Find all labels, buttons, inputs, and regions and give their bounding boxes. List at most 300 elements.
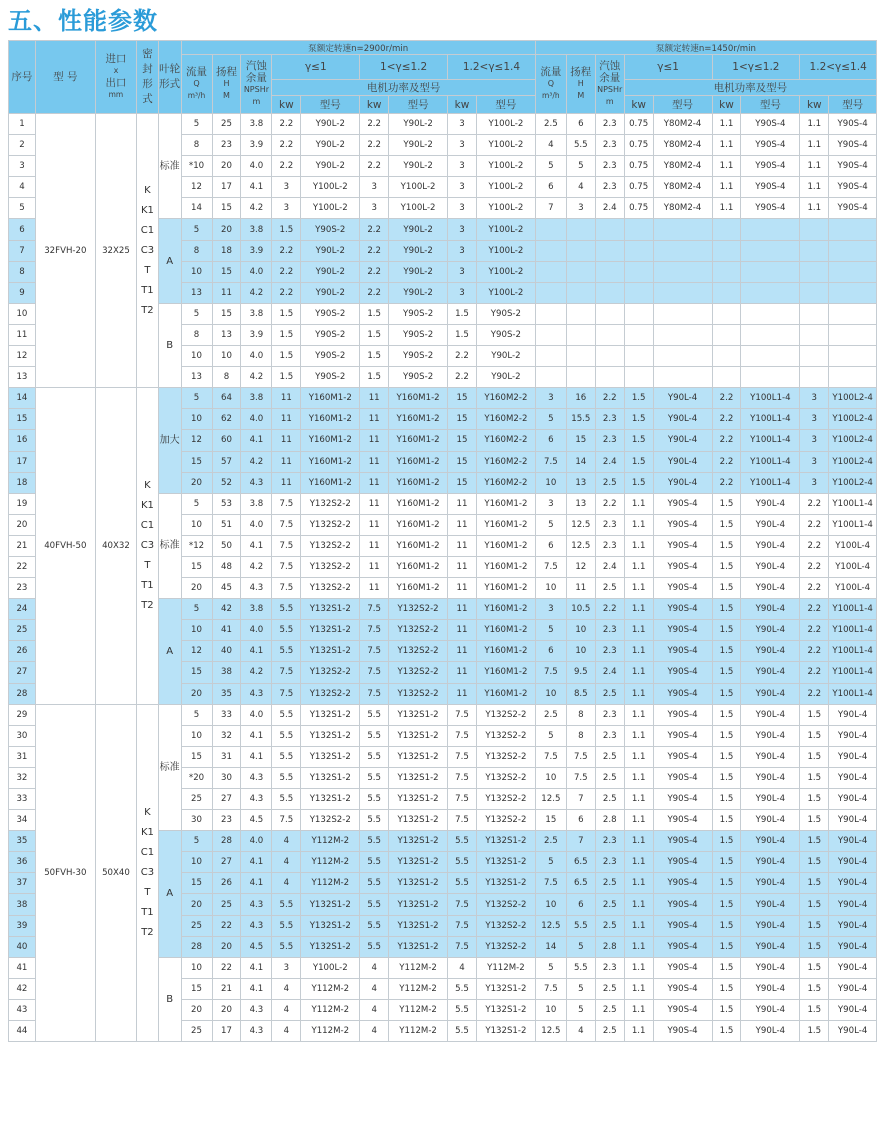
- cell: 1.5: [712, 936, 741, 957]
- cell: Y90L-4: [741, 662, 800, 683]
- cell: 10: [181, 261, 212, 282]
- motor-model-header: 型号: [653, 96, 712, 114]
- cell: 5.5: [272, 915, 301, 936]
- cell: 2.5: [595, 683, 624, 704]
- cell: [624, 324, 653, 345]
- cell-serial: 4: [9, 177, 36, 198]
- motor-model-header: 型号: [476, 96, 535, 114]
- cell: Y90S-2: [389, 324, 448, 345]
- cell: 11: [448, 641, 477, 662]
- cell: 1.1: [624, 599, 653, 620]
- cell: 5: [566, 156, 595, 177]
- cell: Y160M1-2: [389, 388, 448, 409]
- cell: Y132S2-2: [389, 599, 448, 620]
- cell: 10: [181, 346, 212, 367]
- cell: 1.5: [624, 388, 653, 409]
- cell-serial: 22: [9, 556, 36, 577]
- cell: Y160M1-2: [301, 409, 360, 430]
- cell: 4.5: [241, 810, 272, 831]
- cell: 2.2: [712, 430, 741, 451]
- cell: 0.75: [624, 114, 653, 135]
- cell: Y132S1-2: [301, 620, 360, 641]
- cell: 11: [272, 472, 301, 493]
- cell: 12: [181, 177, 212, 198]
- cell: [712, 282, 741, 303]
- cell: 4: [360, 999, 389, 1020]
- cell: 4: [272, 831, 301, 852]
- cell: 21: [212, 978, 241, 999]
- cell: 2.3: [595, 114, 624, 135]
- cell: 1.1: [712, 114, 741, 135]
- cell: Y112M-2: [389, 957, 448, 978]
- cell: 5: [181, 704, 212, 725]
- seal-code: T: [144, 886, 151, 898]
- cell: 7.5: [535, 662, 566, 683]
- cell: Y132S2-2: [476, 936, 535, 957]
- cell: Y132S2-2: [301, 493, 360, 514]
- cell: Y132S2-2: [301, 810, 360, 831]
- cell: 11: [448, 620, 477, 641]
- cell: 27: [212, 852, 241, 873]
- cell: Y90L-4: [741, 831, 800, 852]
- cell: 4: [360, 957, 389, 978]
- cell: Y132S2-2: [301, 514, 360, 535]
- cell-serial: 38: [9, 894, 36, 915]
- cell: Y100L2-4: [829, 430, 877, 451]
- cell: 1.5: [712, 999, 741, 1020]
- col-port: 进口 x 出口 mm: [95, 41, 136, 114]
- cell: Y90S-2: [301, 324, 360, 345]
- cell: 5: [535, 620, 566, 641]
- cell: 1.1: [624, 810, 653, 831]
- cell: 3: [448, 240, 477, 261]
- cell: 48: [212, 556, 241, 577]
- cell: 1.1: [624, 767, 653, 788]
- table-header: [9, 41, 877, 114]
- cell: Y90L-2: [301, 114, 360, 135]
- cell: 11: [360, 514, 389, 535]
- cell: 22: [212, 957, 241, 978]
- cell: 5.5: [360, 789, 389, 810]
- cell: [712, 219, 741, 240]
- cell-serial: 25: [9, 620, 36, 641]
- cell-serial: 31: [9, 746, 36, 767]
- cell: 11: [360, 472, 389, 493]
- cell: 5.5: [360, 767, 389, 788]
- cell: Y90S-4: [653, 789, 712, 810]
- cell: 2.2: [595, 599, 624, 620]
- cell: 1.1: [624, 999, 653, 1020]
- cell: 5.5: [448, 831, 477, 852]
- kw-header: kw: [712, 96, 741, 114]
- cell: 2.2: [800, 493, 829, 514]
- cell: 2.4: [595, 556, 624, 577]
- cell: 2.3: [595, 177, 624, 198]
- cell-serial: 5: [9, 198, 36, 219]
- cell: 13: [566, 472, 595, 493]
- cell: 7.5: [272, 662, 301, 683]
- cell: 4.0: [241, 346, 272, 367]
- cell: [829, 324, 877, 345]
- cell: 2.2: [800, 683, 829, 704]
- cell-serial: 11: [9, 324, 36, 345]
- col-npsh-2900: 汽蚀 余量 NPSHr m: [241, 55, 272, 114]
- cell: [712, 240, 741, 261]
- cell: Y100L2-4: [829, 451, 877, 472]
- cell: [566, 367, 595, 388]
- cell: 6: [535, 430, 566, 451]
- cell: 20: [181, 683, 212, 704]
- cell: Y90L-4: [741, 1021, 800, 1042]
- cell: 10: [535, 683, 566, 704]
- cell: Y160M2-2: [476, 388, 535, 409]
- cell: 1.1: [624, 936, 653, 957]
- cell: 0.75: [624, 135, 653, 156]
- cell: 1.1: [712, 198, 741, 219]
- motor-model-header: 型号: [829, 96, 877, 114]
- cell: Y160M1-2: [476, 514, 535, 535]
- cell: 4.1: [241, 873, 272, 894]
- col-flow-2900: 流量 Q m³/h: [181, 55, 212, 114]
- cell: [653, 346, 712, 367]
- impeller-cell: A: [158, 831, 181, 958]
- cell: 4.0: [241, 409, 272, 430]
- cell: Y90L-4: [741, 514, 800, 535]
- cell: Y90S-4: [829, 156, 877, 177]
- cell: 1.5: [448, 324, 477, 345]
- cell: 1.5: [712, 620, 741, 641]
- cell: 2.3: [595, 620, 624, 641]
- cell: Y132S2-2: [301, 683, 360, 704]
- seal-cell: [137, 704, 159, 1042]
- cell: [535, 240, 566, 261]
- cell: 3: [448, 261, 477, 282]
- motor-model-header: 型号: [389, 96, 448, 114]
- seal-code: K1: [140, 204, 154, 216]
- cell: 2.5: [595, 894, 624, 915]
- cell: 4.0: [241, 831, 272, 852]
- cell: [800, 367, 829, 388]
- cell: 7.5: [272, 514, 301, 535]
- cell: 13: [181, 367, 212, 388]
- cell: 20: [181, 472, 212, 493]
- cell: 10: [535, 472, 566, 493]
- cell: 20: [212, 219, 241, 240]
- cell-serial: 2: [9, 135, 36, 156]
- cell: 7.5: [535, 978, 566, 999]
- cell: 5: [535, 957, 566, 978]
- cell: 2.3: [595, 430, 624, 451]
- cell: Y90S-2: [476, 324, 535, 345]
- cell: 20: [181, 999, 212, 1020]
- cell: Y132S2-2: [301, 556, 360, 577]
- cell: Y100L1-4: [741, 472, 800, 493]
- cell: [653, 240, 712, 261]
- cell: Y100L1-4: [741, 409, 800, 430]
- cell: Y90L-4: [653, 388, 712, 409]
- cell: [566, 303, 595, 324]
- cell: 1.5: [800, 936, 829, 957]
- cell: 1.5: [272, 303, 301, 324]
- cell: Y132S2-2: [476, 746, 535, 767]
- cell-serial: 35: [9, 831, 36, 852]
- cell: 4: [272, 978, 301, 999]
- cell: Y90L-4: [741, 599, 800, 620]
- cell: 2.2: [360, 219, 389, 240]
- cell: 3: [448, 282, 477, 303]
- cell: Y90S-4: [741, 198, 800, 219]
- cell: Y80M2-4: [653, 114, 712, 135]
- cell: 64: [212, 388, 241, 409]
- cell: 4: [448, 957, 477, 978]
- cell: [624, 261, 653, 282]
- cell: Y112M-2: [389, 999, 448, 1020]
- cell: 5.5: [360, 704, 389, 725]
- cell: 6.5: [566, 873, 595, 894]
- cell: Y90L-4: [741, 578, 800, 599]
- cell: 1.5: [712, 831, 741, 852]
- col-head-1450: 扬程 H M: [566, 55, 595, 114]
- cell: Y90L-4: [829, 767, 877, 788]
- cell: 15: [448, 388, 477, 409]
- model-cell: 40FVH-50: [35, 388, 95, 704]
- cell: 2.5: [595, 767, 624, 788]
- cell: 15: [181, 451, 212, 472]
- cell: 42: [212, 599, 241, 620]
- cell-serial: 21: [9, 535, 36, 556]
- cell: 2.2: [800, 620, 829, 641]
- cell: 1.1: [624, 556, 653, 577]
- cell: 2.3: [595, 641, 624, 662]
- cell: 11: [448, 514, 477, 535]
- seal-code: K: [144, 479, 151, 491]
- cell: 62: [212, 409, 241, 430]
- cell: 28: [181, 936, 212, 957]
- cell: 3: [566, 198, 595, 219]
- cell-serial: 32: [9, 767, 36, 788]
- impeller-cell: 标准: [158, 114, 181, 219]
- cell: 1.1: [624, 535, 653, 556]
- cell: Y132S1-2: [301, 894, 360, 915]
- cell: Y112M-2: [301, 852, 360, 873]
- cell: Y100L-4: [829, 556, 877, 577]
- col-xuhao: 序号: [9, 41, 36, 114]
- gamma2-1450: 1<γ≤1.2: [712, 55, 800, 80]
- cell: 4: [272, 999, 301, 1020]
- cell: Y160M1-2: [301, 451, 360, 472]
- cell: 2.2: [712, 388, 741, 409]
- cell: 7.5: [360, 662, 389, 683]
- cell: 6: [535, 177, 566, 198]
- cell-serial: 27: [9, 662, 36, 683]
- impeller-cell: 加大: [158, 388, 181, 493]
- cell: Y90L-4: [741, 767, 800, 788]
- cell: 27: [212, 789, 241, 810]
- cell: Y90S-4: [653, 915, 712, 936]
- cell: 18: [212, 240, 241, 261]
- cell: 5.5: [448, 999, 477, 1020]
- cell: 11: [566, 578, 595, 599]
- impeller-cell: A: [158, 599, 181, 704]
- cell: Y90L-4: [741, 493, 800, 514]
- model-cell: 50FVH-30: [35, 704, 95, 1042]
- cell: Y132S2-2: [476, 789, 535, 810]
- cell: 1.5: [624, 451, 653, 472]
- cell: 33: [212, 704, 241, 725]
- cell: Y90L-4: [829, 894, 877, 915]
- seal-code: T: [144, 264, 151, 276]
- cell: 2.2: [712, 451, 741, 472]
- cell: 3: [360, 177, 389, 198]
- cell: [741, 282, 800, 303]
- cell: 41: [212, 620, 241, 641]
- impeller-cell: B: [158, 957, 181, 1041]
- cell: Y90L-4: [741, 620, 800, 641]
- cell: 1.5: [800, 746, 829, 767]
- cell: 5.5: [272, 789, 301, 810]
- cell: 2.3: [595, 957, 624, 978]
- cell: 2.2: [360, 135, 389, 156]
- cell: [741, 303, 800, 324]
- cell: 7.5: [272, 535, 301, 556]
- cell: 6.5: [566, 852, 595, 873]
- cell: 1.5: [360, 346, 389, 367]
- cell: 1.1: [624, 704, 653, 725]
- kw-header: kw: [272, 96, 301, 114]
- cell: [653, 324, 712, 345]
- cell: Y90L-4: [653, 472, 712, 493]
- cell: Y90S-2: [389, 303, 448, 324]
- cell: 7: [566, 789, 595, 810]
- cell: 1.1: [624, 746, 653, 767]
- cell: Y90L-4: [829, 936, 877, 957]
- cell: 3: [800, 451, 829, 472]
- cell: Y90L-4: [829, 957, 877, 978]
- cell: 3.9: [241, 240, 272, 261]
- cell: 1.5: [272, 367, 301, 388]
- cell: 1.1: [624, 873, 653, 894]
- cell: 2.3: [595, 156, 624, 177]
- cell: Y132S1-2: [301, 725, 360, 746]
- kw-header: kw: [360, 96, 389, 114]
- cell: Y100L-2: [389, 177, 448, 198]
- cell: 7: [535, 198, 566, 219]
- cell: [800, 346, 829, 367]
- cell: 11: [272, 409, 301, 430]
- cell: Y100L-2: [476, 219, 535, 240]
- cell: 5.5: [272, 599, 301, 620]
- cell: 5: [181, 114, 212, 135]
- cell: 4.3: [241, 999, 272, 1020]
- cell: Y132S1-2: [476, 999, 535, 1020]
- cell: 3.8: [241, 388, 272, 409]
- cell: 20: [181, 578, 212, 599]
- cell: 1.5: [712, 957, 741, 978]
- cell: 2.3: [595, 135, 624, 156]
- cell: Y132S1-2: [389, 873, 448, 894]
- cell: 10: [181, 620, 212, 641]
- cell: Y100L1-4: [741, 451, 800, 472]
- col-seal: 密封形式: [137, 41, 159, 114]
- cell: 15: [448, 472, 477, 493]
- cell: 7.5: [448, 725, 477, 746]
- cell: 7: [566, 831, 595, 852]
- cell: 15: [566, 430, 595, 451]
- cell-serial: 40: [9, 936, 36, 957]
- cell: 5: [181, 219, 212, 240]
- cell: Y132S2-2: [476, 767, 535, 788]
- cell: 7.5: [535, 451, 566, 472]
- cell: 2.5: [535, 704, 566, 725]
- cell: 1.1: [624, 641, 653, 662]
- cell: 12.5: [566, 514, 595, 535]
- cell: 17: [212, 177, 241, 198]
- cell: Y90L-4: [741, 873, 800, 894]
- cell: 1.5: [712, 978, 741, 999]
- cell: 6: [535, 535, 566, 556]
- seal-code: C3: [140, 244, 155, 256]
- cell: 1.5: [624, 430, 653, 451]
- cell: Y90L-2: [476, 346, 535, 367]
- cell-serial: 13: [9, 367, 36, 388]
- cell: 22: [212, 915, 241, 936]
- cell: 4: [566, 177, 595, 198]
- cell: 2.5: [595, 789, 624, 810]
- cell: 53: [212, 493, 241, 514]
- cell: 2.4: [595, 451, 624, 472]
- cell: 1.1: [800, 114, 829, 135]
- cell: Y90L-4: [741, 957, 800, 978]
- cell: Y132S1-2: [301, 789, 360, 810]
- col-impeller: 叶轮形式: [158, 41, 181, 114]
- cell: 10: [181, 409, 212, 430]
- cell: 8: [181, 135, 212, 156]
- cell: Y90L-4: [829, 873, 877, 894]
- cell: 1.5: [800, 915, 829, 936]
- cell: 7.5: [448, 936, 477, 957]
- port-cell: 40X32: [95, 388, 136, 704]
- cell: 11: [360, 578, 389, 599]
- cell: [800, 240, 829, 261]
- cell: 3: [272, 177, 301, 198]
- cell: 8: [212, 367, 241, 388]
- cell: Y132S2-2: [476, 894, 535, 915]
- cell: 7.5: [448, 915, 477, 936]
- cell: [712, 346, 741, 367]
- cell: Y90S-4: [653, 810, 712, 831]
- cell: 11: [448, 556, 477, 577]
- motor-header-1450: 电机功率及型号: [624, 80, 876, 96]
- cell: 10: [181, 957, 212, 978]
- cell-serial: 18: [9, 472, 36, 493]
- cell: 3.8: [241, 493, 272, 514]
- cell: [595, 282, 624, 303]
- cell: 5: [535, 514, 566, 535]
- gamma1-1450: γ≤1: [624, 55, 712, 80]
- cell: 2.2: [800, 556, 829, 577]
- cell: 5.5: [360, 852, 389, 873]
- cell: 15: [181, 978, 212, 999]
- cell: Y90L-4: [829, 810, 877, 831]
- cell: Y90S-4: [653, 514, 712, 535]
- cell: [741, 367, 800, 388]
- cell: 1.1: [624, 683, 653, 704]
- performance-table-wrapper: [8, 40, 877, 1042]
- cell: Y90S-4: [829, 135, 877, 156]
- cell: 1.5: [712, 725, 741, 746]
- cell: [624, 303, 653, 324]
- cell: 5.5: [272, 767, 301, 788]
